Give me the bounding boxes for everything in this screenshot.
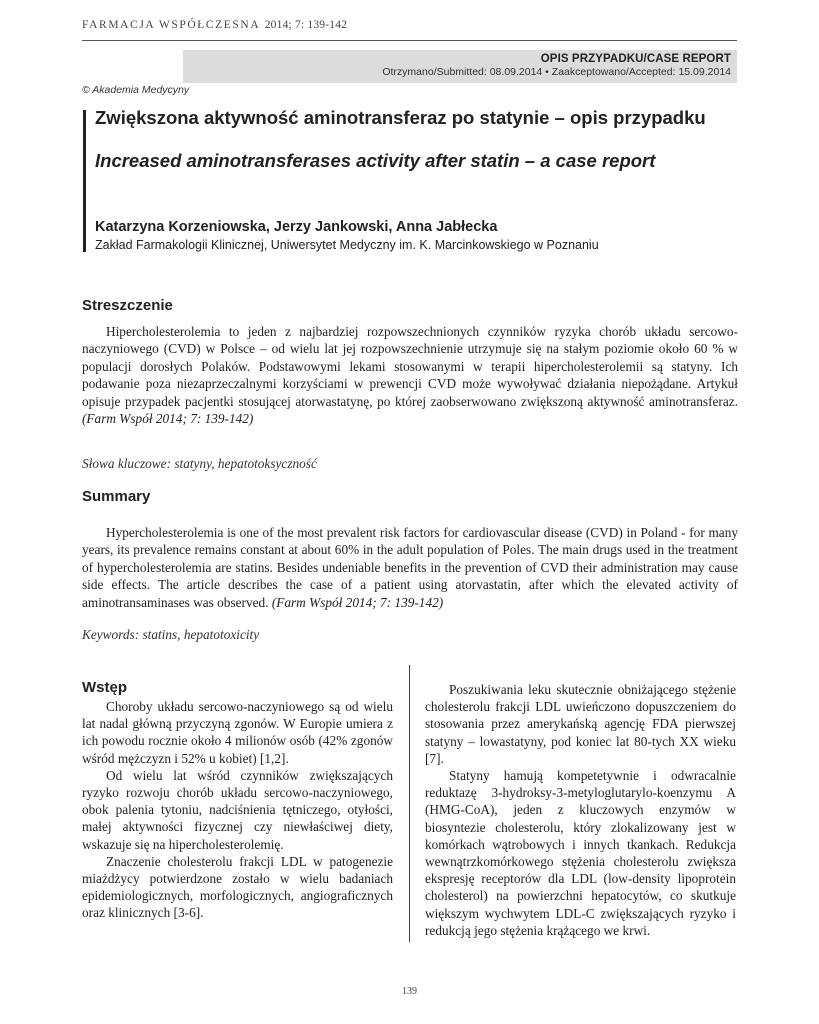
summary-body — [82, 524, 738, 611]
right-column — [425, 681, 736, 939]
summary-heading: Summary — [82, 488, 151, 505]
journal-issue: 2014; 7: 139-142 — [264, 19, 348, 31]
left-column — [82, 698, 393, 922]
streszczenie-body — [82, 323, 738, 427]
title-english: Increased aminotransferases activity after statin – a case report — [95, 150, 656, 171]
keywords-polish: Słowa kluczowe: statyny, hepatotoksyczność — [82, 456, 317, 471]
paragraph: Statyny hamują kompetetywnie i odwracalnie reduktazę 3-hydroksy-3-metyloglutarylo-koenzymu A (HMG-CoA), jeden z kluczowych enzymów w biosyntezie cholesterolu, który zlokalizowany jest w komórkach wątrobowych i innych tkankach. Redukcja wewnątrzkomórkowego stężenia cholesterolu zwiększa ekspresję receptorów dla LDL (low-density lipoprotein cholesterol) na powierzchni hepatocytów, co skutkuje większym wychwytem LDL-C zwiększających ryzyko i redukcją jego stężenia krążącego we krwi. — [425, 768, 736, 938]
keywords-english: Keywords: statins, hepatotoxicity — [82, 627, 260, 642]
paragraph: Poszukiwania leku skutecznie obniżającego stężenie cholesterolu frakcji LDL uwieńczono dopuszczeniem do stosowania przez amerykańską agencję FDA pierwszej statyny – lowastatyny, pod koniec lat 80-tych XX wieku [7]. — [425, 682, 736, 766]
paragraph: Znaczenie cholesterolu frakcji LDL w patogenezie miażdżycy potwierdzone zostało w wielu badaniach epidemiologicznych, morfologicznych, angiograficznych oraz klinicznych [3-6]. — [82, 853, 393, 921]
journal-header — [82, 19, 737, 31]
streszczenie-citation: (Farm Współ 2014; 7: 139-142) — [82, 411, 254, 427]
case-report-box — [183, 50, 737, 83]
title-accent-bar — [83, 110, 86, 252]
copyright-notice: © Akademia Medycyny — [82, 84, 190, 96]
submission-dates: Otrzymano/Submitted: 08.09.2014 • Zaakceptowano/Accepted: 15.09.2014 — [382, 66, 731, 78]
title-polish: Zwiększona aktywność aminotransferaz po statynie – opis przypadku — [95, 107, 706, 128]
article-type: OPIS PRZYPADKU/CASE REPORT — [540, 53, 731, 65]
page-number: 139 — [402, 986, 417, 997]
streszczenie-text: Hipercholesterolemia to jeden z najbardziej rozpowszechnionych czynników ryzyka chorób układu sercowo-naczyniowego (CVD) w Polsce – od wielu lat jej rozpowszechnienie utrzymuje się na stałym poziomie około 60 % w populacji dorosłych Polaków. Podstawowymi lekami stosowanymi w terapii hipercholesterolemii są statyny. Ich podawanie poza niezaprzeczalnymi korzyściami w prewencji CVD może wywoływać działania niepożądane. Artykuł opisuje przypadek pacjentki stosującej atorwastatynę, po której zaobserwowano zwiększoną aktywność aminotransferaz. — [82, 324, 738, 409]
journal-name: FARMACJA WSPÓŁCZESNA — [82, 19, 261, 31]
column-divider — [409, 665, 410, 942]
paragraph: Choroby układu sercowo-naczyniowego są od wielu lat nadal główną przyczyną zgonów. W Europie umiera z ich powodu rocznie około 4 milionów osób (42% zgonów wśród mężczyzn i 52% u kobiet) [1,2]. — [82, 699, 393, 766]
header-divider — [82, 40, 737, 41]
wstep-heading: Wstęp — [82, 679, 127, 696]
affiliation: Zakład Farmakologii Klinicznej, Uniwersytet Medyczny im. K. Marcinkowskiego w Poznaniu — [95, 238, 599, 252]
streszczenie-heading: Streszczenie — [82, 297, 173, 314]
authors: Katarzyna Korzeniowska, Jerzy Jankowski, Anna Jabłecka — [95, 219, 498, 235]
summary-text: Hypercholesterolemia is one of the most prevalent risk factors for cardiovascular disease (CVD) in Poland - for many years, its prevalence remains constant at about 60% in the adult population of Poles. The main drugs used in the treatment of hypercholesterolemia are statins. Besides undeniable benefits in the prevention of CVD their administration may cause side effects. The article describes the case of a patient using atorvastatin, after which the elevated activity of aminotransaminases was observed. — [82, 525, 738, 610]
paragraph: Od wielu lat wśród czynników zwiększających ryzyko rozwoju chorób układu sercowo-naczyniowego, obok palenia tytoniu, nadciśnienia tętniczego, otyłości, małej aktywności fizycznej czy niewłaściwej diety, wskazuje się na hipercholesterolemię. — [82, 767, 393, 852]
summary-citation: (Farm Współ 2014; 7: 139-142) — [271, 594, 444, 610]
